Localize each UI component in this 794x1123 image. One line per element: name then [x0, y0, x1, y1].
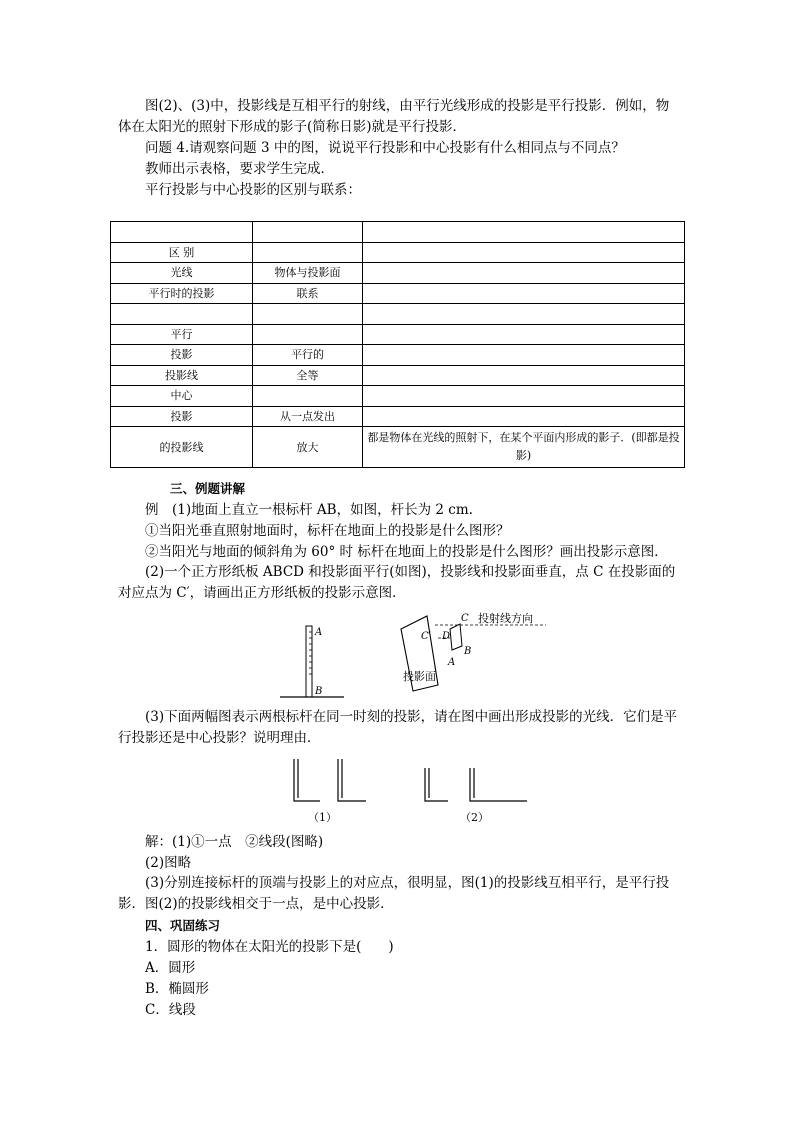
table-cell: 光线	[111, 263, 253, 284]
pole-figure	[276, 616, 348, 700]
table-cell	[363, 263, 685, 284]
table-cell: 投影线	[111, 365, 253, 386]
example-intro: 例 (1)地面上直立一根标杆 AB，如图，杆长为 2 cm.	[145, 502, 473, 518]
label-b: B	[315, 686, 323, 697]
example-q2: ②当阳光与地面的倾斜角为 60° 时 标杆在地面上的投影是什么图形？画出投影示意图．	[145, 544, 668, 560]
table-row	[111, 283, 685, 304]
table-row	[111, 427, 685, 468]
table-cell	[363, 324, 685, 345]
table-cell: 投影	[111, 345, 253, 366]
table-cell	[363, 406, 685, 427]
label-c: C	[461, 613, 469, 624]
table-row	[111, 406, 685, 427]
table-row	[111, 304, 685, 325]
table-cell	[363, 345, 685, 366]
caption-1: （1）	[308, 811, 337, 824]
label-b-board: B	[464, 646, 472, 657]
table-cell: 放大	[253, 427, 363, 468]
table-cell	[363, 304, 685, 325]
table-cell	[253, 242, 363, 263]
table-row	[111, 263, 685, 284]
table-row	[111, 242, 685, 263]
label-d: D	[442, 631, 451, 642]
table-caption: 平行投影与中心投影的区别与联系：	[145, 182, 361, 198]
table-cell: 平行	[111, 324, 253, 345]
caption-2: （2）	[460, 811, 489, 824]
table-row	[111, 345, 685, 366]
table-row	[111, 386, 685, 407]
table-cell	[363, 365, 685, 386]
table-cell: 物体与投影面	[253, 263, 363, 284]
option-a: A．圆形	[145, 960, 196, 976]
section-4-heading: 四、巩固练习	[145, 918, 221, 933]
table-cell: 区 别	[111, 242, 253, 263]
table-cell	[253, 386, 363, 407]
table-cell: 全等	[253, 365, 363, 386]
label-a: A	[315, 627, 323, 638]
table-cell: 的投影线	[111, 427, 253, 468]
option-c: C．线段	[145, 1002, 196, 1018]
table-cell: 平行时的投影	[111, 283, 253, 304]
label-c-prime: C′	[421, 631, 431, 642]
question-3: (3)下面两幅图表示两根标杆在同一时刻的投影，请在图中画出形成投影的光线．它们是平行投影还是中心投影？说明理由．	[118, 709, 678, 746]
table-cell	[363, 222, 685, 243]
intro-paragraph: 图(2)、(3)中，投影线是互相平行的射线，由平行光线形成的投影是平行投影．例如，物体在太阳光的照射下形成的影子(简称日影)就是平行投影．	[118, 98, 670, 135]
table-cell	[111, 222, 253, 243]
pole	[306, 626, 312, 697]
solution-3: (3)分别连接标杆的顶端与投影上的对应点，很明显，图(1)的投影线互相平行，是平行投影．图(2)的投影线相交于一点，是中心投影．	[118, 875, 670, 912]
question-4: 问题 4.请观察问题 3 中的图，说说平行投影和中心投影有什么相同点与不同点？	[145, 140, 625, 156]
label-projection-plane: 投影面	[403, 670, 436, 683]
projection-plane-figure	[398, 608, 558, 692]
example-q-square: (2)一个正方形纸板 ABCD 和投影面平行(如图)，投影线和投影面垂直，点 C 在投影面的对应点为 C′，请画出正方形纸板的投影示意图．	[118, 564, 676, 601]
table-cell	[363, 386, 685, 407]
label-a-board: A	[448, 657, 456, 668]
comparison-table	[110, 221, 685, 468]
square-board	[450, 624, 462, 650]
two-poles-figure	[290, 756, 535, 828]
table-cell: 平行的	[253, 345, 363, 366]
table-cell	[253, 324, 363, 345]
teacher-instruction: 教师出示表格，要求学生完成．	[145, 161, 334, 177]
solution-2: (2)图略	[145, 855, 192, 871]
label-ray-direction: 投射线方向	[478, 612, 533, 625]
table-cell	[363, 283, 685, 304]
example-q1: ①当阳光垂直照射地面时，标杆在地面上的投影是什么图形？	[145, 523, 510, 539]
table-cell	[363, 242, 685, 263]
pole-2b	[470, 768, 527, 801]
table-cell: 投影	[111, 406, 253, 427]
table-cell: 都是物体在光线的照射下，在某个平面内形成的影子．(即都是投影)	[363, 427, 685, 468]
table-row	[111, 324, 685, 345]
option-b: B．椭圆形	[145, 981, 209, 997]
section-3-heading: 三、例题讲解	[170, 481, 246, 496]
table-cell: 从一点发出	[253, 406, 363, 427]
table-cell: 联系	[253, 283, 363, 304]
exercise-1: 1．圆形的物体在太阳光的投影下是( )	[145, 939, 394, 955]
table-cell: 中心	[111, 386, 253, 407]
table-row	[111, 222, 685, 243]
table-cell	[253, 304, 363, 325]
pair-2	[425, 768, 527, 801]
pair-1	[294, 759, 366, 801]
table-row	[111, 365, 685, 386]
table-cell	[253, 222, 363, 243]
table-cell	[111, 304, 253, 325]
solution-1: 解：(1)①一点 ②线段(图略)	[145, 834, 324, 850]
